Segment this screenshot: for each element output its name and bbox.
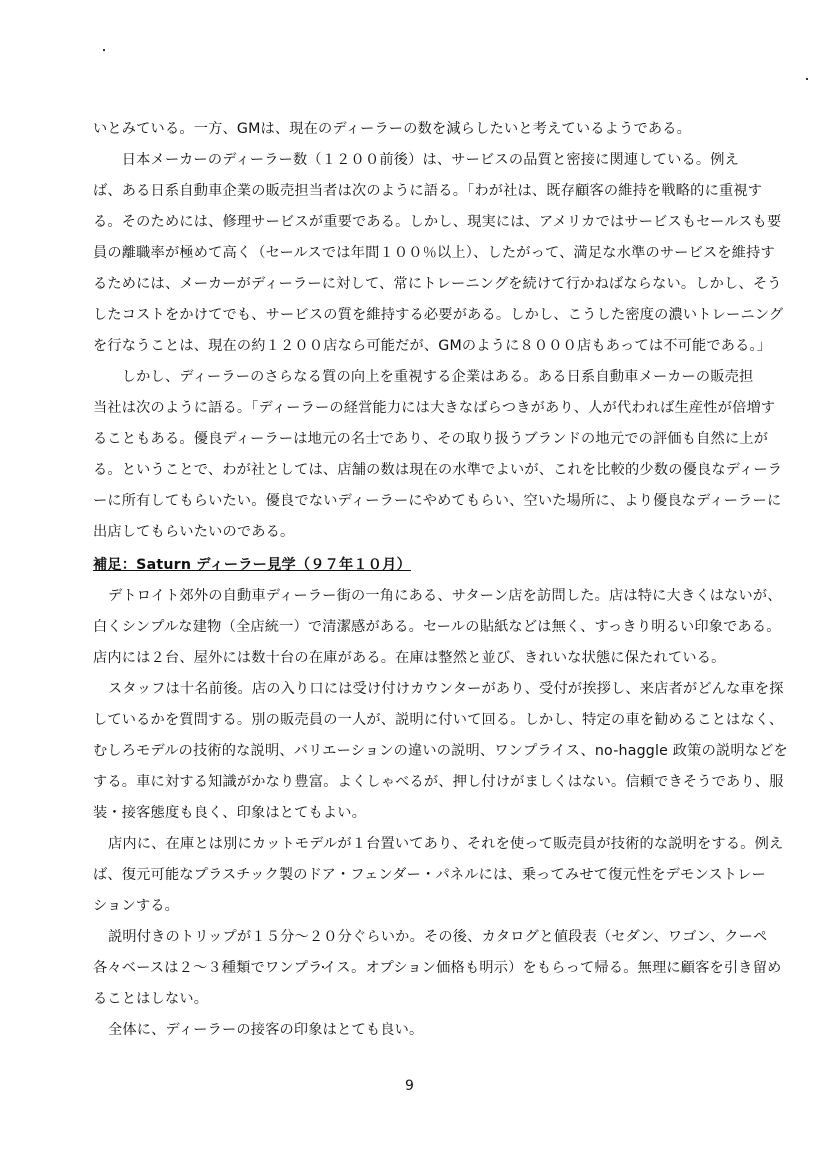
scan-speck bbox=[103, 49, 105, 51]
text-line: むしろモデルの技術的な説明、バリエーションの違いの説明、ワンプライス、no-haggle 政策の説明などを bbox=[93, 743, 788, 759]
text-line: しかし、ディーラーのさらなる質の向上を重視する企業はある。ある日系自動車メーカーの販売担 bbox=[93, 369, 754, 385]
text-line: を行なうことは、現在の約１２００店なら可能だが、GMのように８０００店もあっては不可能である。」 bbox=[93, 338, 772, 354]
text-line: 装・接客態度も良く、印象はとてもよい。 bbox=[93, 805, 367, 821]
text-line: ションする。 bbox=[93, 898, 180, 914]
text-line: したコストをかけてでも、サービスの質を維持する必要がある。しかし、こうした密度の濃いトレーニング bbox=[93, 307, 784, 323]
text-line: いとみている。一方、GMは、現在のディーラーの数を減らしたいと考えているようである。 bbox=[93, 121, 692, 137]
text-line: ることはしない。 bbox=[93, 991, 209, 1007]
text-line: ーに所有してもらいたい。優良でないディーラーにやめてもらい、空いた場所に、より優良なディーラーに bbox=[93, 493, 782, 509]
text-line: 各々ベースは２～３種類でワンプライス。オプション価格も明示）をもらって帰る。無理に顧客を引き留め bbox=[93, 960, 782, 976]
text-line: 説明付きのトリップが１５分～２０分ぐらいか。その後、カタログと値段表（セダン、ワゴン、クーペ bbox=[108, 929, 768, 945]
text-line: 白くシンプルな建物（全店統一）で清潔感がある。セールの貼紙などは無く、すっきり明るい印象である。 bbox=[93, 619, 781, 635]
text-line: 当社は次のように語る。「ディーラーの経営能力には大きなばらつきがあり、人が代われば生産性が倍増す bbox=[93, 400, 776, 416]
text-line: する。車に対する知識がかなり豊富。よくしゃべるが、押し付けがましくはない。信頼できそうであり、服 bbox=[93, 774, 784, 790]
text-line: スタッフは十名前後。店の入り口には受け付けカウンターがあり、受付が挨拶し、来店者がどんな車を探 bbox=[108, 681, 784, 697]
text-line: デトロイト郊外の自動車ディーラー街の一角にある、サターン店を訪問した。店は特に大きくはないが、 bbox=[108, 588, 782, 604]
text-line: 出店してもらいたいのである。 bbox=[93, 524, 295, 540]
text-line: る。そのためには、修理サービスが重要である。しかし、現実には、アメリカではサービスもセールスも要 bbox=[93, 214, 782, 230]
text-line: 全体に、ディーラーの接客の印象はとても良い。 bbox=[108, 1022, 424, 1038]
text-line: 店内に、在庫とは別にカットモデルが１台置いてあり、それを使って販売員が技術的な説明をする。例え bbox=[108, 836, 784, 852]
text-line: 日本メーカーのディーラー数（１２００前後）は、サービスの品質と密接に関連している。例え bbox=[93, 152, 740, 168]
text-line: 員の離職率が極めて高く（セールスでは年間１００％以上）、したがって、満足な水準のサービスを維持す bbox=[93, 245, 775, 261]
text-line: る。ということで、わが社としては、店舗の数は現在の水準でよいが、これを比較的少数の優良なディーラ bbox=[93, 462, 783, 478]
page-number: 9 bbox=[405, 1078, 414, 1094]
text-line: ることもある。優良ディーラーは地元の名士であり、その取り扱うブランドの地元での評価も自然に上が bbox=[93, 431, 769, 447]
text-line: 店内には２台、屋外には数十台の在庫がある。在庫は整然と並び、きれいな状態に保たれている。 bbox=[93, 650, 726, 666]
text-line: しているかを質問する。別の販売員の一人が、説明に付いて回る。しかし、特定の車を勧めることはなく、 bbox=[93, 712, 784, 728]
scan-speck bbox=[806, 78, 808, 80]
text-line: ば、ある日系自動車企業の販売担当者は次のように語る。「わが社は、既存顧客の維持を戦略的に重視す bbox=[93, 183, 763, 199]
section-heading: 補足：Saturn ディーラー見学（９７年１０月） bbox=[93, 557, 411, 573]
text-line: るためには、メーカーがディーラーに対して、常にトレーニングを続けて行かねばならない。しかし、そう bbox=[93, 276, 782, 292]
text-line: ば、復元可能なプラスチック製のドア・フェンダー・パネルには、乗ってみせて復元性をデモンストレー bbox=[93, 867, 766, 883]
